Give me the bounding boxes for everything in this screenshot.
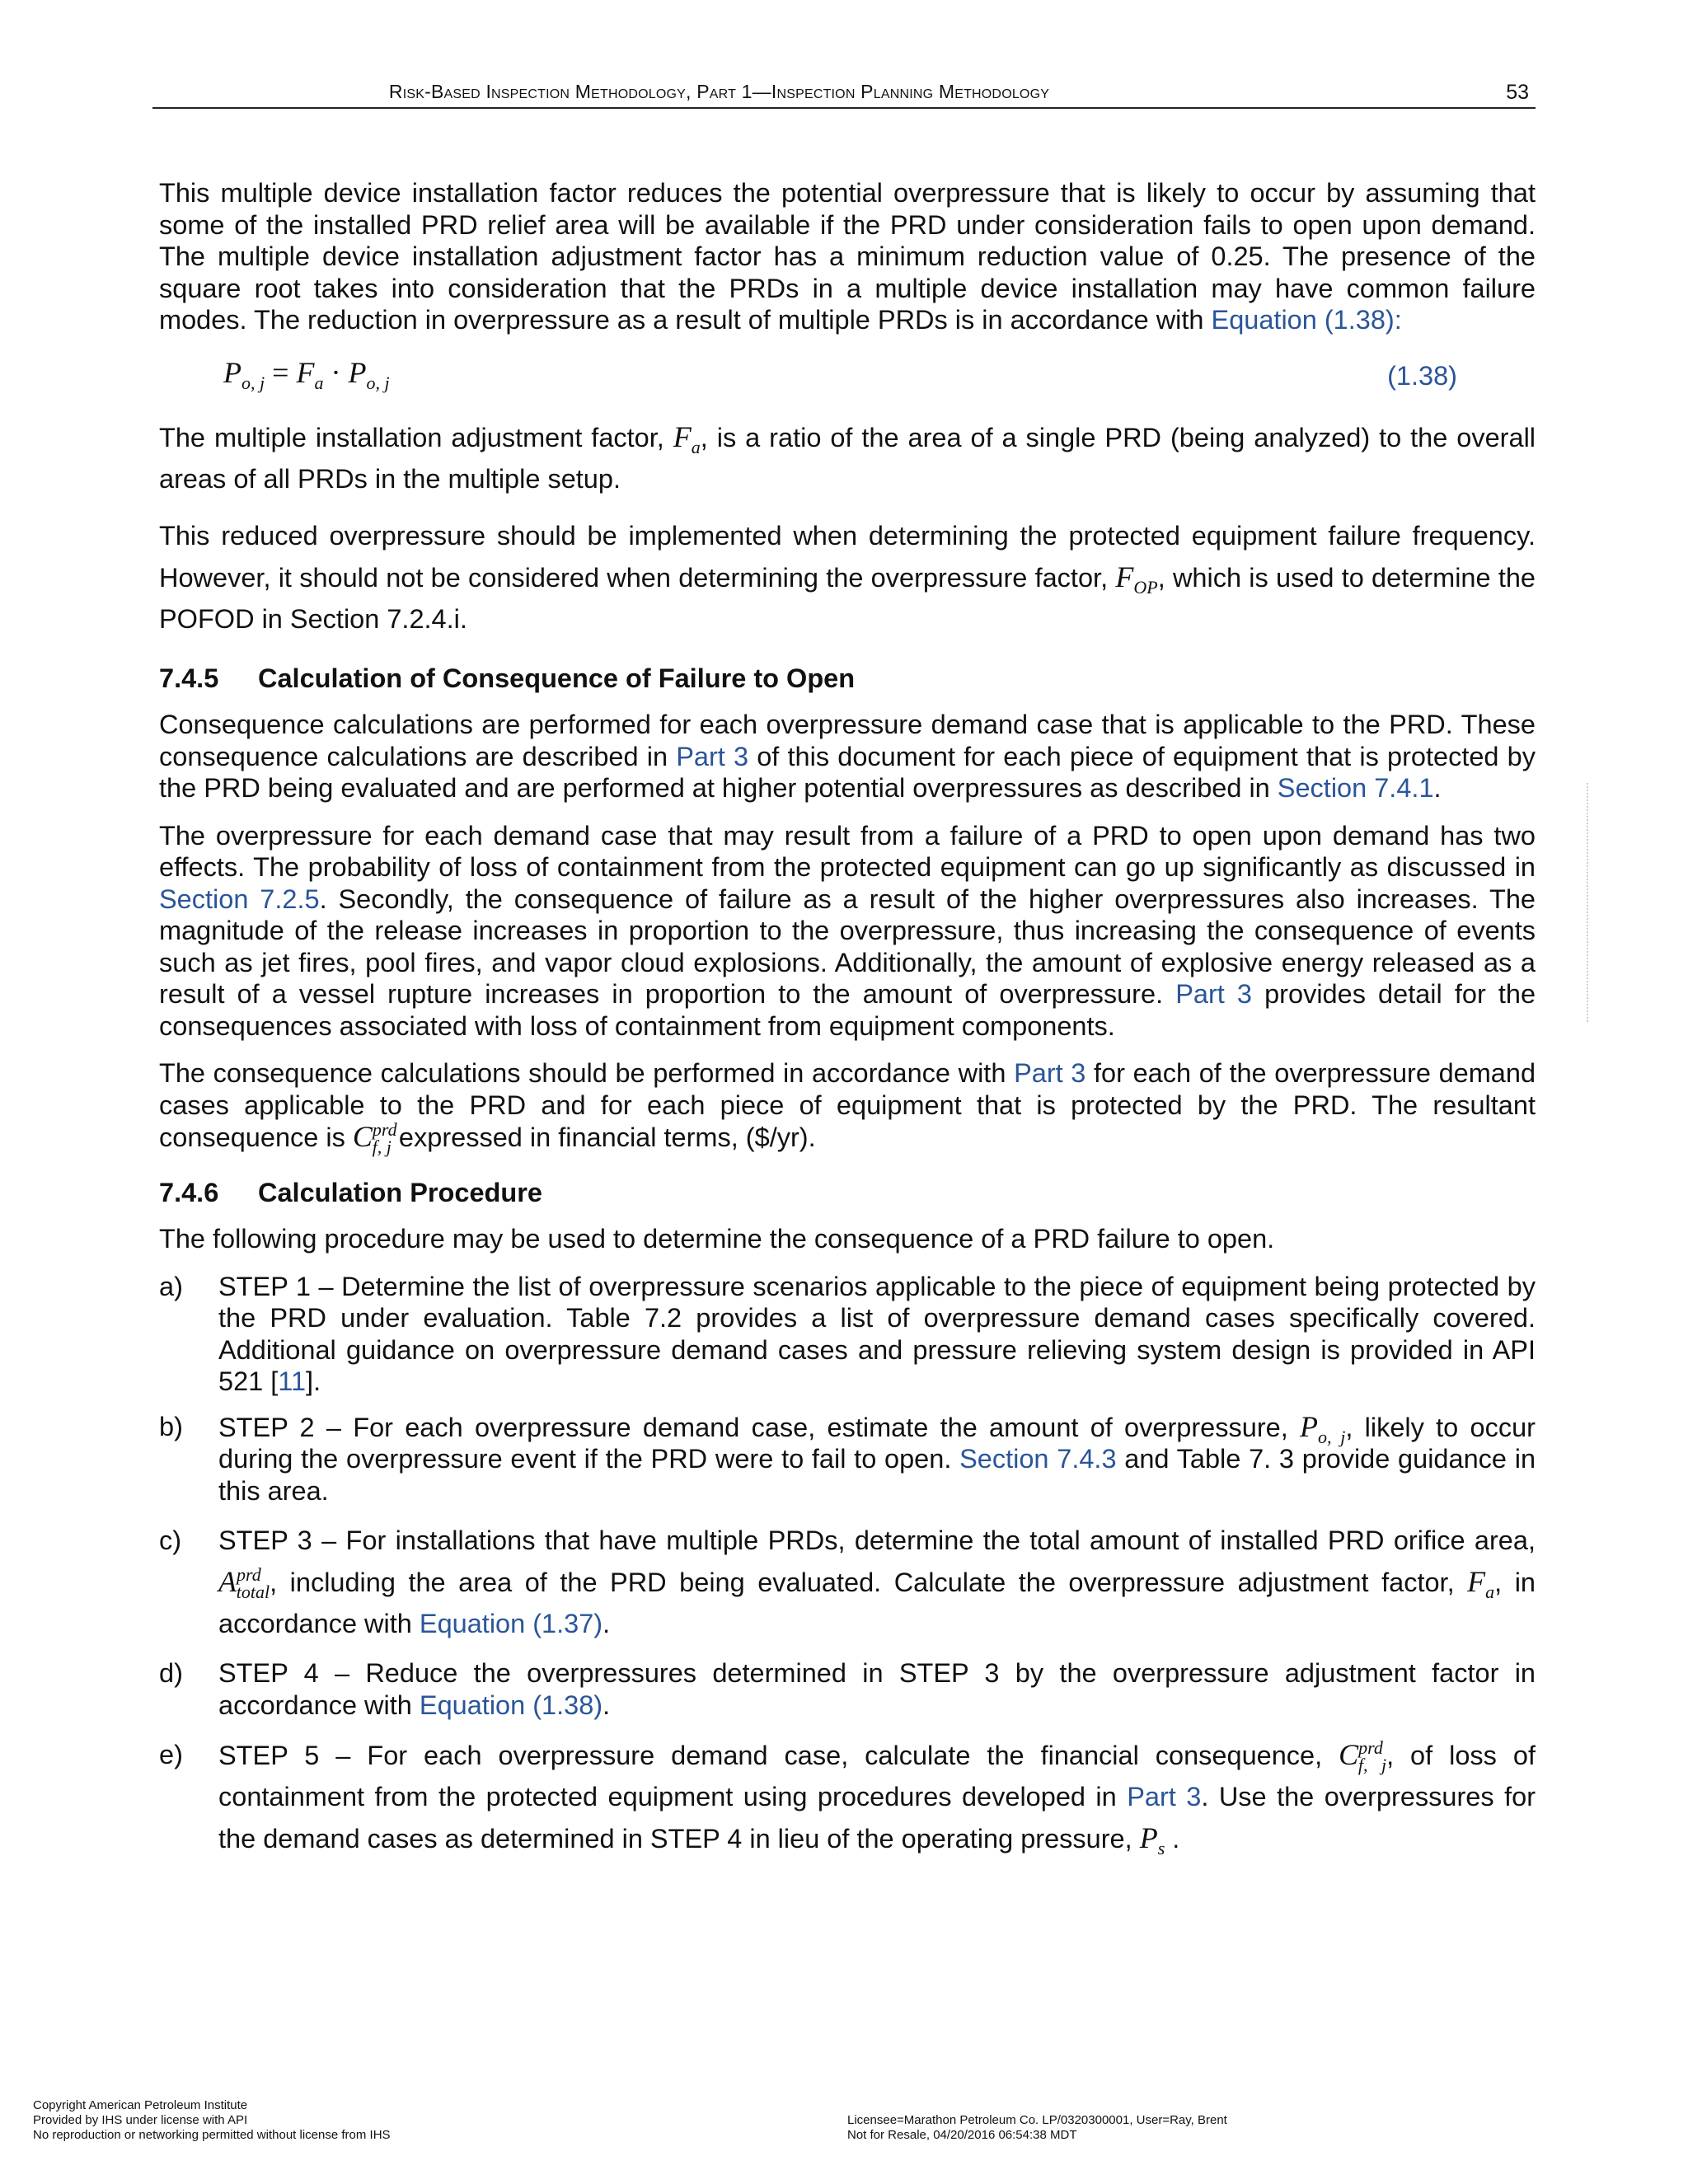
link-equation-1-38[interactable]: Equation (1.38) [419, 1690, 603, 1720]
fa-paragraph: The multiple installation adjustment factor, $F_a$, is a ratio of the area of a single PRD (being analyzed) to the overall areas of all PRDs in the multiple setup. [159, 419, 1536, 494]
list-item: c) STEP 3 – For installations that have multiple PRDs, determine the total amount of installed PRD orifice area, $A^{prd}_{total}$, including the area of the PRD being evaluated. Calculate the overpressure adjustment factor, $F_a$, in accordance with Equation (1.37). [159, 1526, 1536, 1638]
fop-symbol: $F_{OP}$ [1115, 560, 1158, 598]
equation-number[interactable]: (1.38) [1387, 360, 1457, 391]
consequence-paragraph-2: The overpressure for each demand case that may result from a failure of a PRD to open upon demand has two effects. The probability of loss of containment from the protected equipment can go up significantly as discussed in Section 7.2.5. Secondly, the consequence of failure as a result of the higher overpressures also increases. The magnitude of the release increases in proportion to the overpressure, thus increasing the consequence of events such as jet fires, pool fires, and vapor cloud explosions. Additionally, the amount of explosive energy released as a result of a vessel rupture increases in proportion to the amount of overpressure. Part 3 provides detail for the consequences associated with loss of containment from equipment components. [159, 820, 1536, 1041]
footer-license: Licensee=Marathon Petroleum Co. LP/0320300001, User=Ray, Brent Not for Resale, 04/20/2016 06:54:38 MDT [847, 2113, 1227, 2142]
reduced-overpressure-paragraph: This reduced overpressure should be implemented when determining the protected equipment failure frequency. However, it should not be considered when determining the overpressure factor, $F_{OP}$, which is used to determine the POFOD in Section 7.2.4.i. [159, 520, 1536, 634]
consequence-paragraph-3: The consequence calculations should be performed in accordance with Part 3 for each of the overpressure demand cases applicable to the PRD and for each piece of equipment that is protected by the PRD. The resultant consequence is $C^{prd}_{f, j}$ expressed in financial terms, ($/yr). [159, 1058, 1536, 1158]
cprd-symbol: $C^{prd}_{f, j}$ [1339, 1737, 1387, 1776]
atotal-symbol: $A^{prd}_{total}$ [218, 1564, 270, 1603]
link-part-3[interactable]: Part 3 [1175, 979, 1252, 1009]
link-equation-1-37[interactable]: Equation (1.37) [419, 1609, 603, 1638]
section-heading-7-4-6: 7.4.6 Calculation Procedure [159, 1177, 542, 1207]
list-item: a) STEP 1 – Determine the list of overpressure scenarios applicable to the piece of equipment being protected by the PRD under evaluation. Table 7.2 provides a list of overpressure demand cases specifically covered. Additional guidance on overpressure demand cases and pressure relieving system design is provided in API 521 [11]. [159, 1271, 1536, 1396]
link-section-7-2-5[interactable]: Section 7.2.5 [159, 883, 320, 914]
link-reference-11[interactable]: 11 [278, 1366, 307, 1396]
page-header [152, 81, 1536, 109]
ps-symbol: $P_s$ [1139, 1821, 1165, 1859]
intro-paragraph: This multiple device installation factor reduces the potential overpressure that is likely to occur by assuming that some of the installed PRD relief area will be available if the PRD under consideration fails to open upon demand. The multiple device installation adjustment factor has a minimum reduction value of 0.25. The presence of the square root takes into consideration that the PRDs in a multiple device installation may have common failure modes. The reduction in overpressure as a result of multiple PRDs is in accordance with Equation (1.38): [159, 178, 1536, 335]
page-body [159, 177, 1536, 1872]
list-item: b) STEP 2 – For each overpressure demand case, estimate the amount of overpressure, $P_{o, j}$, likely to occur during the overpressure event if the PRD were to fail to open. Section 7.4.3 and Table 7. 3 provide guidance in this area. [159, 1409, 1536, 1506]
consequence-paragraph-1: Consequence calculations are performed for each overpressure demand case that is applicable to the PRD. These consequence calculations are described in Part 3 of this document for each piece of equipment that is protected by the PRD being evaluated and are performed at higher potential overpressures as described in Section 7.4.1. [159, 710, 1536, 803]
procedure-steps [159, 1271, 1536, 1860]
running-title: Risk-Based Inspection Methodology, Part 1—Inspection Planning Methodology [388, 81, 1050, 102]
link-part-3[interactable]: Part 3 [1014, 1058, 1086, 1088]
link-equation-1-38[interactable]: Equation (1.38): [1211, 305, 1402, 335]
equation-expression: $P_{o, j} = F_a \cdot P_{o, j}$ [223, 355, 390, 393]
procedure-intro: The following procedure may be used to determine the consequence of a PRD failure to open. [159, 1224, 1275, 1254]
footer-copyright: Copyright American Petroleum Institute Provided by IHS under license with API No reproduction or networking permitted without license from IHS [33, 2098, 391, 2142]
equation-1-38 [159, 352, 1536, 400]
link-section-7-4-3[interactable]: Section 7.4.3 [959, 1444, 1117, 1474]
list-item: d) STEP 4 – Reduce the overpressures determined in STEP 3 by the overpressure adjustment factor in accordance with Equation (1.38). [159, 1658, 1536, 1720]
link-section-7-4-1[interactable]: Section 7.4.1 [1277, 773, 1434, 803]
poj-symbol: $P_{o, j}$ [1300, 1409, 1346, 1447]
link-part-3[interactable]: Part 3 [1127, 1782, 1202, 1811]
side-watermark [1587, 783, 1593, 1022]
section-heading-7-4-5: 7.4.5 Calculation of Consequence of Failure to Open [159, 663, 856, 693]
list-item: e) STEP 5 – For each overpressure demand case, calculate the financial consequence, $C^{prd}_{f, j}$, of loss of containment from the protected equipment using procedures developed in Part 3. Use the overpressures for the demand cases as determined in STEP 4 in lieu of the operating pressure, $P_s$ . [159, 1737, 1536, 1859]
page-number: 53 [1506, 81, 1529, 104]
fa-symbol: $F_a$ [673, 419, 701, 457]
fa-symbol: $F_a$ [1467, 1565, 1495, 1603]
link-part-3[interactable]: Part 3 [676, 741, 749, 771]
cprd-symbol: $C^{prd}_{f, j}$ [352, 1119, 397, 1158]
